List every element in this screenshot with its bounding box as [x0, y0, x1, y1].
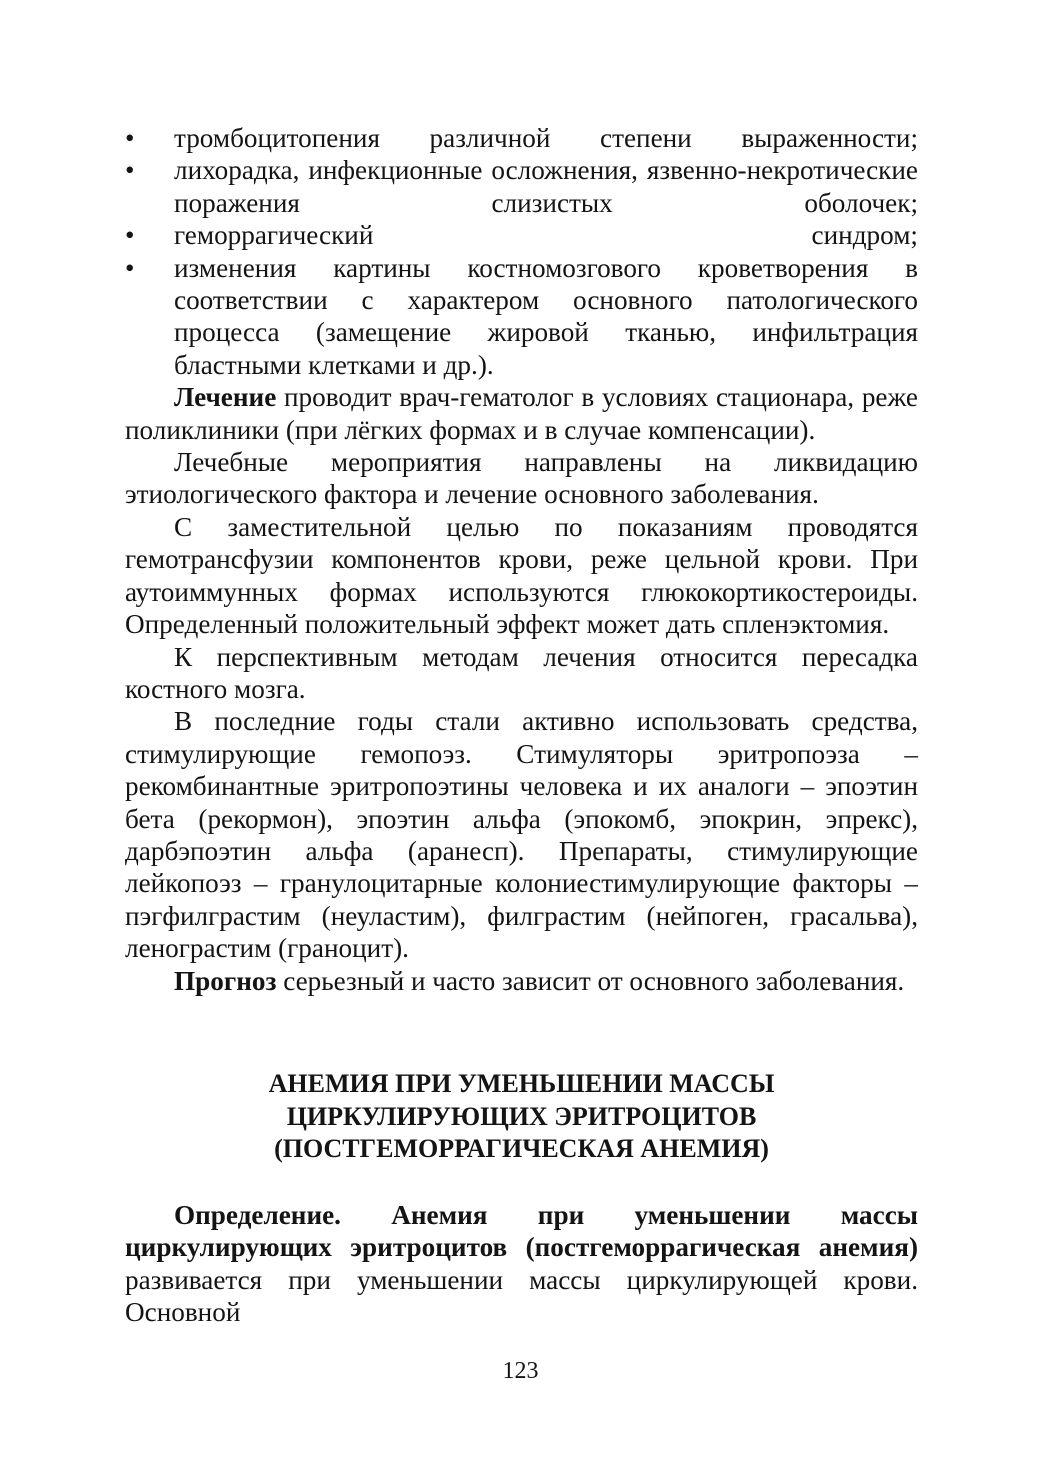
treatment-text: проводит врач-гематолог в условиях стационара, реже поликлиники (при лёгких формах и в случае компенсации).: [125, 382, 918, 445]
definition-term: Определение. Анемия при уменьшении массы циркулирующих эритроцитов (постгеморрагическая анемия): [125, 1199, 918, 1263]
section-spacer: [125, 1166, 918, 1199]
list-item: • лихорадка, инфекционные осложнения, язвенно-некротические поражения слизистых оболочек;: [125, 154, 918, 219]
definition-text: развивается при уменьшении массы циркулирующей крови. Основной: [125, 1264, 918, 1327]
body-paragraph: К перспективным методам лечения относится пересадка костного мозга.: [125, 641, 918, 704]
body-paragraph: С заместительной целью по показаниям проводятся гемотрансфузии компонентов крови, реже цельной крови. При аутоиммунных формах используются глюкокортикостероиды. Определенный положительный эффект может дать спленэктомия.: [125, 511, 918, 640]
section-title-line: АНЕМИЯ ПРИ УМЕНЬШЕНИИ МАССЫ: [268, 1068, 775, 1098]
prognosis-text: серьезный и часто зависит от основного заболевания.: [276, 965, 905, 996]
page-number: 123: [502, 1358, 539, 1384]
body-paragraph: В последние годы стали активно использовать средства, стимулирующие гемопоэз. Стимуляторы эритропоэза – рекомбинантные эритропоэтины человека и их аналоги – эпоэтин бета (рекормон), эпоэтин альфа (эпокомб, эпокрин, эпрекс), дарбэпоэтин альфа (аранесп). Препараты, стимулирующие лейкопоэз – гранулоцитарные колониестимулирующие факторы – пэгфилграстим (неуластим), филграстим (нейпоген, грасальва), ленограстим (граноцит).: [125, 706, 918, 964]
section-title-line: (ПОСТГЕМОРРАГИЧЕСКАЯ АНЕМИЯ): [274, 1134, 769, 1164]
section-spacer: [125, 997, 918, 1068]
definition-paragraph: [125, 1199, 918, 1329]
treatment-paragraph: [125, 381, 918, 446]
list-item: • геморрагический синдром;: [125, 219, 918, 251]
prognosis-term: Прогноз: [174, 965, 277, 996]
body-paragraph: Лечебные мероприятия направлены на ликвидацию этиологического фактора и лечение основного заболевания.: [125, 447, 918, 510]
section-title-line: ЦИРКУЛИРУЮЩИХ ЭРИТРОЦИТОВ: [286, 1101, 757, 1131]
section-title: [125, 1068, 918, 1166]
list-item: • изменения картины костномозгового кроветворения в соответствии с характером основного патологического процесса (замещение жировой тканью, инфильтрация бластными клетками и др.).: [125, 252, 918, 382]
list-item: • тромбоцитопения различной степени выраженности;: [125, 122, 918, 154]
prognosis-paragraph: [125, 965, 918, 997]
treatment-term: Лечение: [174, 382, 277, 413]
page-body: [125, 122, 918, 1328]
symptom-list: [125, 122, 918, 381]
